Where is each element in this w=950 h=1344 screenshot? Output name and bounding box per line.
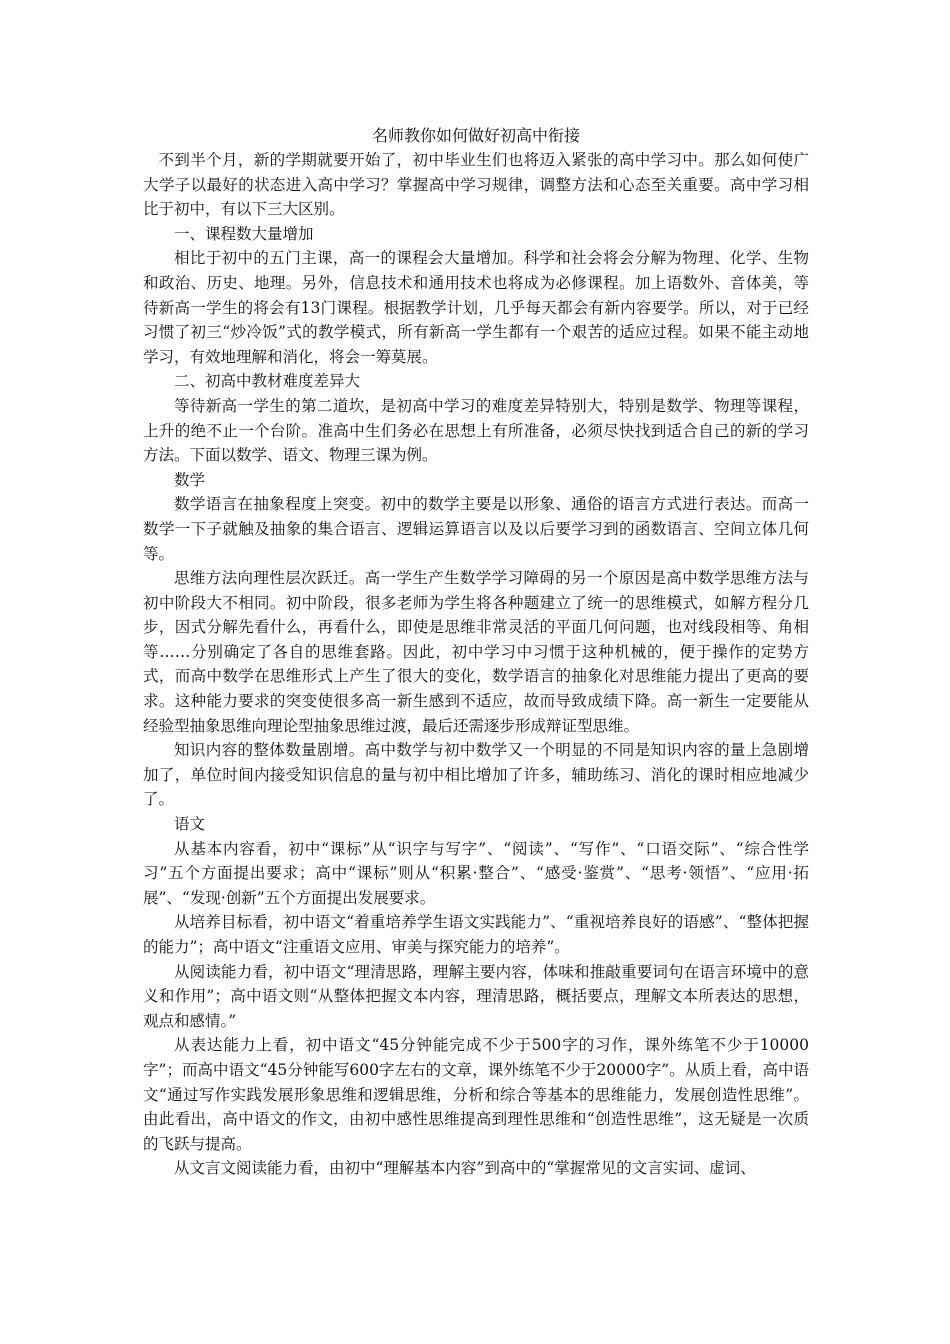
paragraph-math-thinking: 思维方法向理性层次跃迁。高一学生产生数学学习障碍的另一个原因是高中数学思维方法与初中阶段大不相同。初中阶段，很多老师为学生将各种题建立了统一的思维模式，如解方程分几步，因式分解先看什么，再看什么，即使是思维非常灵活的平面几何问题，也对线段相等、角相等……分别确定了各自的思维套路。因此，初中学习中习惯于这种机械的，便于操作的定势方式，而高中数学在思维形式上产生了很大的变化，数学语言的抽象化对思维能力提出了更高的要求。这种能力要求的突变使很多高一新生感到不适应，故而导致成绩下降。高一新生一定要能从经验型抽象思维向理论型抽象思维过渡，最后还需逐步形成辩证型思维。 — [143, 569, 809, 735]
paragraph-chinese-content: 从基本内容看，初中“课标”从“识字与写字”、“阅读”、“写作”、“口语交际”、“综合性学习”五个方面提出要求；高中“课标”则从“积累·整合”、“感受·鉴赏”、“思考·领悟”、“应用·拓展”、“发现·创新”五个方面提出发展要求。 — [143, 839, 809, 907]
section-heading-difficulty: 二、初高中教材难度差异大 — [174, 372, 361, 391]
paragraph-chinese-writing: 从表达能力上看，初中语文“45分钟能完成不少于500字的习作，课外练笔不少于10000字”；而高中语文“45分钟能写600字左右的文章，课外练笔不少于20000字”。从质上看，高中语文“通过写作实践发展形象思维和逻辑思维，分析和综合等基本的思维能力，发展创造性思维”。由此看出，高中语文的作文，由初中感性思维提高到理性思维和“创造性思维”，这无疑是一次质的飞跃与提高。 — [143, 1036, 809, 1153]
paragraph-chinese-goals: 从培养目标看，初中语文“着重培养学生语文实践能力”、“重视培养良好的语感”、“整体把握的能力”；高中语文“注重语文应用、审美与探究能力的培养”。 — [143, 913, 809, 956]
paragraph-math-language: 数学语言在抽象程度上突变。初中的数学主要是以形象、通俗的语言方式进行表达。而高一数学一下子就触及抽象的集合语言、逻辑运算语言以及以后要学习到的函数语言、空间立体几何等。 — [143, 495, 809, 563]
intro-paragraph: 不到半个月，新的学期就要开始了，初中毕业生们也将迈入紧张的高中学习中。那么如何使广大学子以最好的状态进入高中学习？掌握高中学习规律，调整方法和心态至关重要。高中学习相比于初中，有以下三大区别。 — [143, 151, 809, 219]
paragraph-chinese-classical: 从文言文阅读能力看，由初中“理解基本内容”到高中的“掌握常见的文言实词、虚词、 — [174, 1159, 756, 1178]
document-page — [143, 124, 809, 1181]
paragraph-course-count: 相比于初中的五门主课，高一的课程会大量增加。科学和社会将会分解为物理、化学、生物和政治、历史、地理。另外，信息技术和通用技术也将成为必修课程。加上语数外、音体美，等待新高一学生的将会有13门课程。根据教学计划，几乎每天都会有新内容要学。所以，对于已经习惯了初三“炒冷饭”式的教学模式，所有新高一学生都有一个艰苦的适应过程。如果不能主动地学习，有效地理解和消化，将会一筹莫展。 — [143, 249, 809, 366]
paragraph-chinese-reading: 从阅读能力看，初中语文“理清思路，理解主要内容，体味和推敲重要词句在语言环境中的意义和作用”；高中语文则“从整体把握文本内容，理清思路，概括要点，理解文本所表达的思想，观点和感情。” — [143, 962, 809, 1030]
subheading-math: 数学 — [174, 470, 206, 489]
paragraph-math-knowledge: 知识内容的整体数量剧增。高中数学与初中数学又一个明显的不同是知识内容的量上急剧增加了，单位时间内接受知识信息的量与初中相比增加了许多，辅助练习、消化的课时相应地减少了。 — [143, 741, 809, 809]
paragraph-difficulty: 等待新高一学生的第二道坎，是初高中学习的难度差异特别大，特别是数学、物理等课程，上升的绝不止一个台阶。准高中生们务必在思想上有所准备，必须尽快找到适合自己的新的学习方法。下面以数学、语文、物理三课为例。 — [143, 396, 809, 465]
subheading-chinese: 语文 — [174, 815, 206, 834]
document-title: 名师教你如何做好初高中衔接 — [371, 126, 580, 145]
section-heading-course-count: 一、课程数大量增加 — [174, 224, 314, 243]
